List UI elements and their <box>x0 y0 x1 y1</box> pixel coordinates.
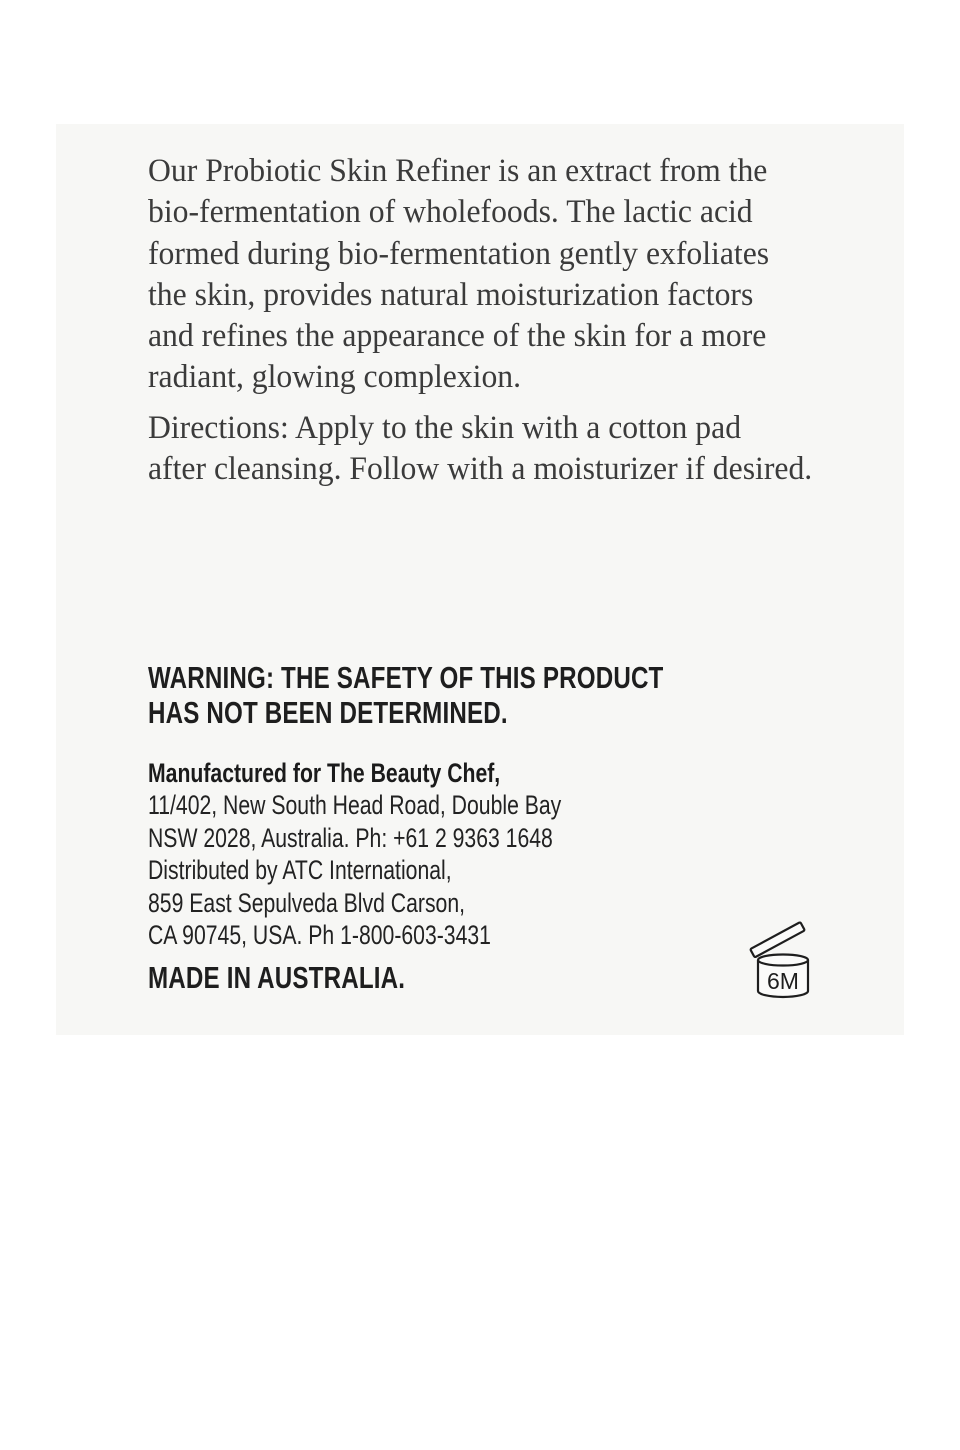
jar-lid-icon <box>750 922 805 957</box>
directions-line: Directions: Apply to the skin with a cotton pad <box>148 410 742 446</box>
warning-line: HAS NOT BEEN DETERMINED. <box>148 695 508 731</box>
address-line: NSW 2028, Australia. Ph: +61 2 9363 1648 <box>148 822 553 853</box>
product-description <box>148 151 769 399</box>
manufacturer-heading: Manufactured for The Beauty Chef, <box>148 758 501 788</box>
description-line: the skin, provides natural moisturization factors <box>148 276 754 313</box>
warning-line: WARNING: THE SAFETY OF THIS PRODUCT <box>148 660 664 695</box>
period-after-opening-icon <box>748 920 814 1004</box>
made-in-text <box>148 960 405 995</box>
address-line: 859 East Sepulveda Blvd Carson, <box>148 887 466 918</box>
description-line: and refines the appearance of the skin for a more <box>148 318 767 355</box>
made-in-line: MADE IN AUSTRALIA. <box>148 960 406 995</box>
address-line: Distributed by ATC International, <box>148 855 452 886</box>
description-line: bio-fermentation of wholefoods. The lactic acid <box>148 194 753 231</box>
address-line: 11/402, New South Head Road, Double Bay <box>148 790 562 821</box>
directions-text <box>148 408 812 491</box>
description-line: formed during bio-fermentation gently exfoliates <box>148 235 770 272</box>
label-back-panel <box>56 124 904 1035</box>
description-line: radiant, glowing complexion. <box>148 359 522 396</box>
safety-warning-text <box>148 660 663 731</box>
address-line: CA 90745, USA. Ph 1-800-603-3431 <box>148 920 491 951</box>
directions-line: after cleansing. Follow with a moisturizer if desired. <box>148 451 813 488</box>
jar-body-icon <box>758 955 808 997</box>
manufacturer-info <box>148 757 561 951</box>
pao-duration-label: 6M <box>767 968 799 994</box>
description-line: Our Probiotic Skin Refiner is an extract from the <box>148 153 768 189</box>
